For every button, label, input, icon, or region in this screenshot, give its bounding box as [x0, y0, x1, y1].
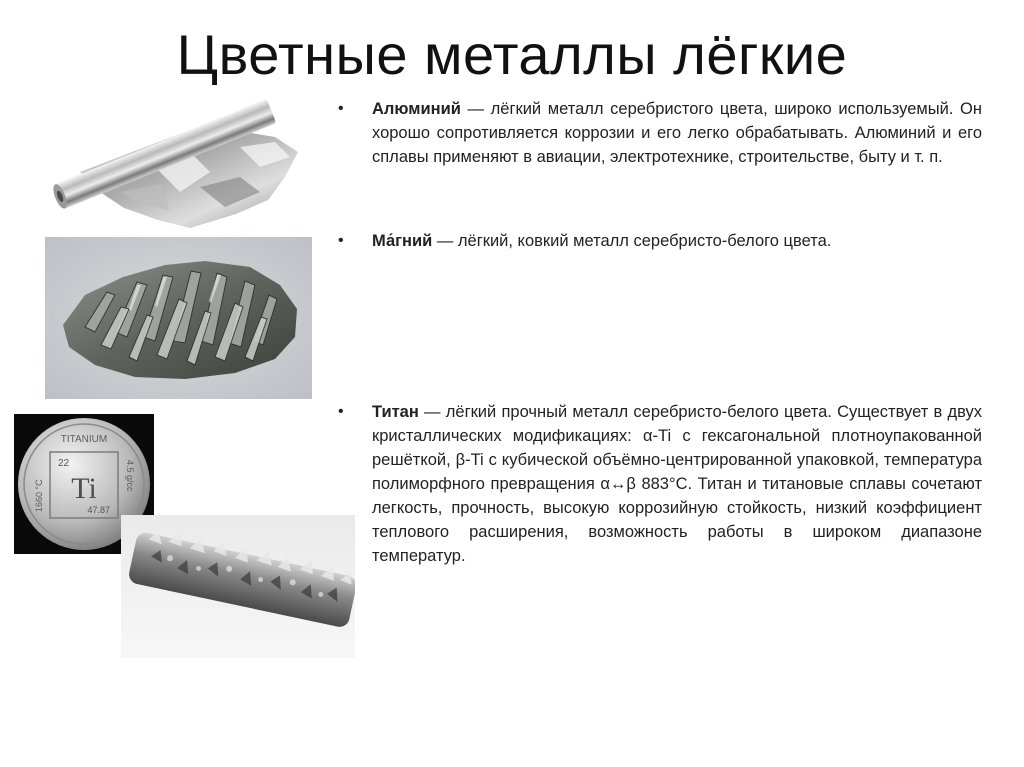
list-item-aluminium — [338, 97, 982, 169]
titanium-text — [372, 400, 982, 568]
coin-name: TITANIUM — [60, 434, 108, 445]
list-item-titanium — [338, 400, 982, 568]
aluminium-description: — лёгкий металл серебристого цвета, широко используемый. Он хорошо сопротивляется коррозии и его легко обрабатывать. Алюминий и его сплавы применяют в авиации, электротехнике, строительстве, быту и т. п. — [372, 100, 982, 166]
magnesium-description: — лёгкий, ковкий металл серебристо-белого цвета. — [432, 232, 832, 250]
coin-atomic-number: 22 — [58, 458, 70, 469]
magnesium-term: Ма́гний — [372, 232, 433, 250]
list-item-magnesium — [338, 229, 982, 253]
coin-mass: 47.87 — [87, 505, 110, 515]
aluminium-text — [372, 97, 982, 169]
aluminium-foil-image — [40, 92, 305, 232]
titanium-description: — лёгкий прочный металл серебристо-белого цвета. Существует в двух кристаллических модификациях: α-Ti с гексагональной плотноупакованной решёткой, β-Ti с кубической объёмно-центрированной упаковкой, температура полиморфного превращения α↔β 883°C. Титан и титановые сплавы сочетают легкость, прочность, высокую коррозийную стойкость, низкий коэффициент теплового расширения, возможность работы в широком диапазоне температур. — [372, 403, 982, 565]
coin-symbol: Ti — [71, 472, 97, 505]
titanium-bar-image — [121, 515, 355, 658]
aluminium-term: Алюминий — [372, 100, 461, 118]
coin-density: 4.5 g/cc — [125, 460, 135, 492]
bullet-marker: • — [338, 232, 344, 249]
titanium-term: Титан — [372, 403, 419, 421]
magnesium-crystals-image — [45, 237, 312, 399]
coin-melting-point: 1660 °C — [34, 479, 44, 512]
slide-title: Цветные металлы лёгкие — [176, 23, 848, 86]
magnesium-text — [372, 229, 982, 253]
bullet-marker: • — [338, 403, 344, 420]
bullet-marker: • — [338, 100, 344, 117]
